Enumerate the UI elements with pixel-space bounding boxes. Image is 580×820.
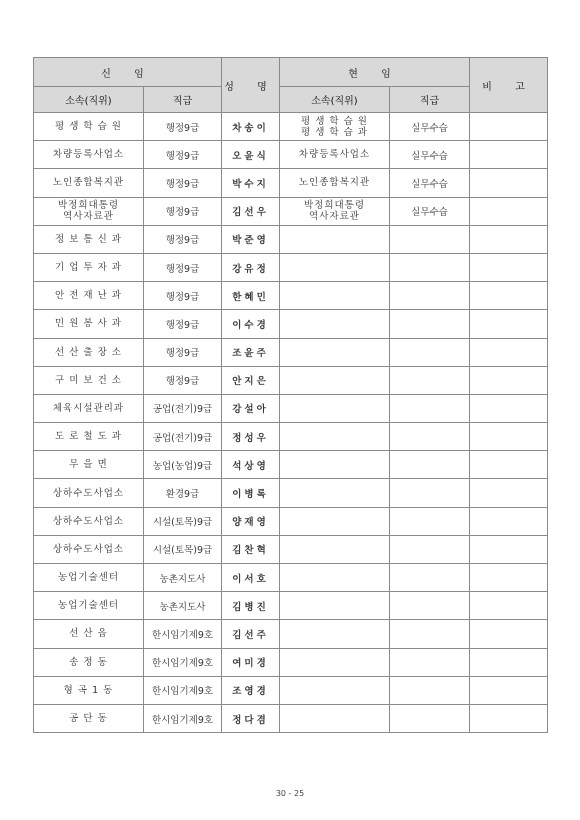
new-dept-cell [34, 197, 144, 225]
new-dept-cell-line: 차량등록사업소 [52, 149, 125, 161]
new-grade-cell: 행정9급 [144, 113, 222, 141]
new-grade-cell: 한시임기제9호 [144, 620, 222, 648]
name-cell: 이수경 [222, 310, 280, 338]
name-cell: 이병록 [222, 479, 280, 507]
current-grade-cell [390, 479, 470, 507]
new-grade-cell: 시설(토목)9급 [144, 535, 222, 563]
current-grade-cell [390, 253, 470, 281]
name-cell: 김선우 [222, 197, 280, 225]
remarks-cell [470, 676, 548, 704]
remarks-cell [470, 564, 548, 592]
current-grade-cell [390, 423, 470, 451]
name-cell: 박수지 [222, 169, 280, 197]
current-dept-cell [280, 253, 390, 281]
remarks-cell [470, 592, 548, 620]
new-grade-cell: 행정9급 [144, 141, 222, 169]
new-dept-cell-line: 송 정 동 [69, 656, 108, 668]
new-dept-cell [34, 535, 144, 563]
new-dept-cell-line: 선 산 읍 [69, 628, 108, 640]
current-grade-cell [390, 338, 470, 366]
new-dept-cell [34, 676, 144, 704]
new-grade-cell: 한시임기제9호 [144, 704, 222, 732]
table-row [34, 423, 548, 451]
table-row [34, 479, 548, 507]
new-dept-cell [34, 338, 144, 366]
new-dept-cell [34, 564, 144, 592]
name-cell: 안지은 [222, 366, 280, 394]
current-grade-cell: 실무수습 [390, 197, 470, 225]
remarks-cell [470, 620, 548, 648]
new-dept-cell [34, 394, 144, 422]
current-dept-cell [280, 394, 390, 422]
new-dept-cell-line: 상하수도사업소 [52, 515, 125, 527]
new-dept-cell [34, 253, 144, 281]
current-dept-cell [280, 451, 390, 479]
table-row [34, 253, 548, 281]
table-row [34, 197, 548, 225]
table-row [34, 394, 548, 422]
name-cell: 차송이 [222, 113, 280, 141]
current-grade-cell [390, 310, 470, 338]
header-name: 성 명 [222, 58, 280, 113]
name-cell: 오윤식 [222, 141, 280, 169]
current-dept-cell [280, 225, 390, 253]
current-grade-cell: 실무수습 [390, 113, 470, 141]
current-grade-cell [390, 592, 470, 620]
name-cell: 조영경 [222, 676, 280, 704]
new-grade-cell: 환경9급 [144, 479, 222, 507]
current-dept-cell [280, 507, 390, 535]
new-dept-cell-line: 무 을 면 [69, 459, 108, 471]
table-row [34, 282, 548, 310]
new-dept-cell [34, 141, 144, 169]
current-dept-cell [280, 197, 390, 225]
new-dept-cell-line: 상하수도사업소 [52, 543, 125, 555]
new-dept-cell [34, 113, 144, 141]
new-grade-cell: 농촌지도사 [144, 564, 222, 592]
new-grade-cell: 한시임기제9호 [144, 648, 222, 676]
new-grade-cell: 행정9급 [144, 282, 222, 310]
new-dept-cell [34, 282, 144, 310]
name-cell: 여미경 [222, 648, 280, 676]
new-dept-cell [34, 423, 144, 451]
current-dept-cell [280, 564, 390, 592]
table-row [34, 366, 548, 394]
new-dept-cell-line: 농업기술센터 [57, 600, 120, 612]
table-row [34, 310, 548, 338]
new-grade-cell: 공업(전기)9급 [144, 423, 222, 451]
name-cell: 김병진 [222, 592, 280, 620]
current-dept-cell [280, 423, 390, 451]
new-grade-cell: 농촌지도사 [144, 592, 222, 620]
header-remarks: 비 고 [470, 58, 548, 113]
new-dept-cell-line: 도 로 철 도 과 [55, 431, 122, 443]
personnel-table [33, 57, 548, 733]
new-dept-cell-line: 기 업 투 자 과 [55, 262, 122, 274]
new-grade-cell: 행정9급 [144, 169, 222, 197]
current-dept-cell-line: 평 생 학 습 과 [301, 126, 368, 138]
table-row [34, 113, 548, 141]
name-cell: 석상영 [222, 451, 280, 479]
current-dept-cell [280, 169, 390, 197]
current-dept-cell [280, 338, 390, 366]
header-current-grade: 직급 [390, 87, 470, 113]
name-cell: 김찬혁 [222, 535, 280, 563]
current-grade-cell [390, 648, 470, 676]
remarks-cell [470, 253, 548, 281]
remarks-cell [470, 535, 548, 563]
name-cell: 김선주 [222, 620, 280, 648]
header-dept: 소속(직위) [34, 87, 144, 113]
name-cell: 정성우 [222, 423, 280, 451]
remarks-cell [470, 704, 548, 732]
table-row [34, 564, 548, 592]
new-grade-cell: 시설(토목)9급 [144, 507, 222, 535]
current-grade-cell [390, 282, 470, 310]
header-current-post: 현 임 [280, 58, 470, 87]
current-grade-cell [390, 676, 470, 704]
current-dept-cell-line: 평 생 학 습 원 [301, 115, 368, 127]
new-dept-cell-line: 평 생 학 습 원 [55, 121, 122, 133]
new-grade-cell: 행정9급 [144, 197, 222, 225]
current-grade-cell [390, 225, 470, 253]
new-grade-cell: 행정9급 [144, 253, 222, 281]
new-dept-cell [34, 592, 144, 620]
current-grade-cell [390, 394, 470, 422]
current-dept-cell [280, 535, 390, 563]
new-dept-cell-line: 노인종합복지관 [52, 177, 125, 189]
remarks-cell [470, 366, 548, 394]
new-dept-cell-line: 상하수도사업소 [52, 487, 125, 499]
new-dept-cell [34, 310, 144, 338]
remarks-cell [470, 394, 548, 422]
new-dept-cell-line: 박정희대통령 [57, 200, 120, 212]
table-row [34, 648, 548, 676]
current-dept-cell [280, 113, 390, 141]
remarks-cell [470, 310, 548, 338]
current-dept-cell [280, 704, 390, 732]
remarks-cell [470, 507, 548, 535]
current-grade-cell: 실무수습 [390, 169, 470, 197]
current-grade-cell [390, 366, 470, 394]
remarks-cell [470, 423, 548, 451]
remarks-cell [470, 197, 548, 225]
table-row [34, 169, 548, 197]
new-dept-cell [34, 225, 144, 253]
name-cell: 양재영 [222, 507, 280, 535]
current-grade-cell [390, 564, 470, 592]
remarks-cell [470, 479, 548, 507]
header-current-dept: 소속(직위) [280, 87, 390, 113]
current-dept-cell [280, 592, 390, 620]
current-grade-cell [390, 704, 470, 732]
new-grade-cell: 농업(농업)9급 [144, 451, 222, 479]
current-dept-cell-line: 역사자료관 [309, 211, 360, 223]
table-row [34, 507, 548, 535]
new-dept-cell-line: 민 원 봉 사 과 [55, 318, 122, 330]
new-dept-cell-line: 형 곡 1 동 [63, 684, 114, 696]
new-dept-cell-line: 구 미 보 건 소 [55, 374, 122, 386]
current-dept-cell-line: 노인종합복지관 [298, 177, 371, 189]
new-dept-cell [34, 366, 144, 394]
remarks-cell [470, 225, 548, 253]
header-grade: 직급 [144, 87, 222, 113]
remarks-cell [470, 648, 548, 676]
new-grade-cell: 행정9급 [144, 225, 222, 253]
table-body [34, 113, 548, 733]
header-new-post: 신 임 [34, 58, 222, 87]
new-dept-cell [34, 648, 144, 676]
new-dept-cell-line: 안 전 재 난 과 [55, 290, 122, 302]
new-dept-cell [34, 704, 144, 732]
remarks-cell [470, 338, 548, 366]
name-cell: 한혜민 [222, 282, 280, 310]
new-grade-cell: 행정9급 [144, 366, 222, 394]
table-row [34, 620, 548, 648]
name-cell: 강유정 [222, 253, 280, 281]
current-dept-cell [280, 141, 390, 169]
new-dept-cell-line: 공 단 동 [69, 713, 108, 725]
remarks-cell [470, 169, 548, 197]
current-dept-cell-line: 차량등록사업소 [298, 149, 371, 161]
current-grade-cell [390, 507, 470, 535]
new-dept-cell [34, 620, 144, 648]
current-grade-cell [390, 620, 470, 648]
table-row [34, 225, 548, 253]
current-grade-cell [390, 451, 470, 479]
remarks-cell [470, 451, 548, 479]
current-dept-cell [280, 676, 390, 704]
page-number: 30 - 25 [275, 789, 305, 798]
new-grade-cell: 행정9급 [144, 338, 222, 366]
new-dept-cell-line: 체육시설관리과 [52, 402, 125, 414]
new-dept-cell [34, 507, 144, 535]
new-grade-cell: 한시임기제9호 [144, 676, 222, 704]
new-dept-cell-line: 정 보 통 신 과 [55, 233, 122, 245]
table-row [34, 592, 548, 620]
new-dept-cell-line: 선 산 출 장 소 [55, 346, 122, 358]
table-row [34, 141, 548, 169]
table-row [34, 676, 548, 704]
current-dept-cell [280, 282, 390, 310]
name-cell: 이서호 [222, 564, 280, 592]
name-cell: 조윤주 [222, 338, 280, 366]
current-dept-cell [280, 648, 390, 676]
current-dept-cell [280, 620, 390, 648]
current-dept-cell [280, 366, 390, 394]
table-row [34, 704, 548, 732]
remarks-cell [470, 141, 548, 169]
current-dept-cell [280, 479, 390, 507]
current-grade-cell: 실무수습 [390, 141, 470, 169]
new-dept-cell-line: 농업기술센터 [57, 572, 120, 584]
table-row [34, 338, 548, 366]
new-dept-cell [34, 451, 144, 479]
name-cell: 정다겸 [222, 704, 280, 732]
name-cell: 박준영 [222, 225, 280, 253]
remarks-cell [470, 113, 548, 141]
new-grade-cell: 행정9급 [144, 310, 222, 338]
table-row [34, 451, 548, 479]
current-dept-cell-line: 박정희대통령 [303, 200, 366, 212]
name-cell: 강설아 [222, 394, 280, 422]
new-dept-cell-line: 역사자료관 [63, 211, 114, 223]
new-dept-cell [34, 169, 144, 197]
new-dept-cell [34, 479, 144, 507]
current-dept-cell [280, 310, 390, 338]
current-grade-cell [390, 535, 470, 563]
new-grade-cell: 공업(전기)9급 [144, 394, 222, 422]
table-row [34, 535, 548, 563]
remarks-cell [470, 282, 548, 310]
